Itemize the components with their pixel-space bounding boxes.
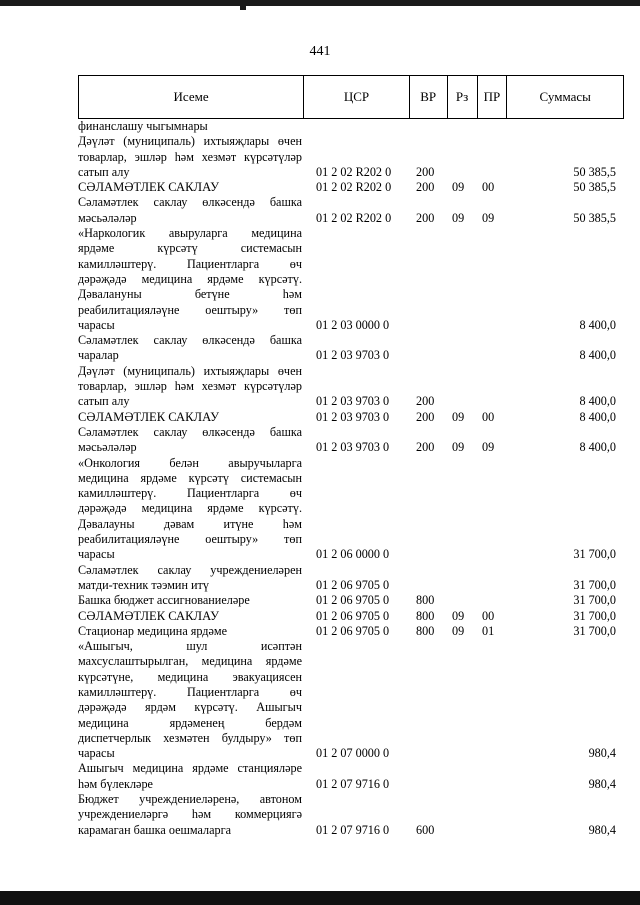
table-row	[78, 180, 624, 195]
table-row	[78, 593, 624, 608]
page-number: 441	[309, 44, 331, 59]
row-pr: 00	[482, 180, 495, 195]
row-name	[78, 134, 304, 180]
row-name-line: «Ашыгыч, шул исәптән	[78, 639, 302, 654]
table-row	[78, 134, 624, 180]
row-name	[78, 180, 304, 195]
header-pr: ПР	[478, 76, 508, 118]
row-name-line: күрсәтүне, медицина эвакуациясен	[78, 669, 302, 684]
row-name-line: товарлар, эшләр һәм хезмәт күрсәтүләр	[78, 149, 302, 164]
table-row	[78, 456, 624, 563]
table-row	[78, 119, 624, 134]
row-csr: 01 2 03 9703 0	[316, 348, 390, 363]
row-pr: 09	[482, 440, 495, 455]
row-pr: 00	[482, 608, 495, 623]
row-vr: 200	[416, 180, 435, 195]
row-name-line: реабилитацияләүне оештыру» төп	[78, 532, 302, 547]
row-csr: 01 2 02 R202 0	[316, 164, 392, 179]
row-sum: 50 385,5	[573, 164, 616, 179]
row-name-line: «Наркологик авыруларга медицина	[78, 226, 302, 241]
row-name-line: диспетчерлык хезмәтен булдыру» төп	[78, 730, 302, 745]
row-sum: 8 400,0	[579, 440, 616, 455]
row-csr: 01 2 02 R202 0	[316, 210, 392, 225]
row-sum: 8 400,0	[579, 348, 616, 363]
row-name-line: чарасы	[78, 547, 115, 562]
header-sum: Суммасы	[539, 89, 591, 104]
row-name-line: ярдәме күрсәтү системасын	[78, 241, 302, 256]
row-vr: 200	[416, 409, 435, 424]
row-name-line: мәсьәләләр	[78, 440, 137, 455]
row-csr: 01 2 02 R202 0	[316, 180, 392, 195]
row-name-line: камилләштерү. Пациентларга өч	[78, 684, 302, 699]
row-name	[78, 792, 304, 838]
row-csr: 01 2 07 9716 0	[316, 776, 390, 791]
scan-top-border	[0, 0, 640, 6]
row-name-line: мәсьәләләр	[78, 210, 137, 225]
row-name	[78, 333, 304, 364]
row-sum: 8 400,0	[579, 394, 616, 409]
row-name-line: Дәвалануны бетүне һәм	[78, 287, 302, 302]
row-vr: 200	[416, 210, 435, 225]
table-row	[78, 425, 624, 456]
header-vr: ВР	[410, 76, 448, 118]
row-name-line: СӘЛАМӘТЛЕК САКЛАУ	[78, 180, 219, 195]
row-rz: 09	[452, 440, 465, 455]
row-pr: 01	[482, 623, 495, 638]
row-sum: 8 400,0	[579, 317, 616, 332]
row-csr: 01 2 03 0000 0	[316, 317, 390, 332]
row-name-line: чарасы	[78, 746, 115, 761]
row-vr: 800	[416, 608, 435, 623]
row-name-line: чарасы	[78, 317, 115, 332]
row-name-line: Дәүләт (муниципаль) ихтыяҗлары өчен	[78, 363, 302, 378]
header-name: Исеме	[79, 76, 304, 118]
row-sum: 31 700,0	[573, 608, 616, 623]
row-name	[78, 639, 304, 761]
row-name	[78, 624, 304, 639]
row-rz: 09	[452, 608, 465, 623]
row-name-line: дәрәҗәдә медицина ярдәме күрсәтү.	[78, 501, 302, 516]
row-csr: 01 2 07 9716 0	[316, 822, 390, 837]
row-rz: 09	[452, 210, 465, 225]
row-name	[78, 456, 304, 563]
table-row	[78, 410, 624, 425]
row-csr: 01 2 07 0000 0	[316, 746, 390, 761]
row-csr: 01 2 06 9705 0	[316, 623, 390, 638]
row-rz: 09	[452, 180, 465, 195]
row-name-line: камилләштерү. Пациентларга өч	[78, 256, 302, 271]
table-row	[78, 624, 624, 639]
row-name-line: карамаган башка оешмаларга	[78, 822, 232, 837]
row-sum: 31 700,0	[573, 547, 616, 562]
row-vr: 200	[416, 164, 435, 179]
table-row	[78, 761, 624, 792]
row-name-line: товарлар, эшләр һәм хезмәт күрсәтүләр	[78, 379, 302, 394]
table-body	[78, 119, 624, 838]
row-name-line: Сәламәтлек саклау учреждениеләрен	[78, 562, 302, 577]
row-name-line: Башка бюджет ассигнованиеләре	[78, 593, 250, 608]
table-row	[78, 226, 624, 333]
row-sum: 31 700,0	[573, 623, 616, 638]
row-name	[78, 563, 304, 594]
row-csr: 01 2 06 9705 0	[316, 577, 390, 592]
row-name-line: медицина ярдәменең бердәм	[78, 715, 302, 730]
row-name-line: медицина ярдәме күрсәтү системасын	[78, 470, 302, 485]
row-sum: 50 385,5	[573, 180, 616, 195]
row-name	[78, 364, 304, 410]
row-name-line: Стационар медицина ярдәме	[78, 623, 228, 638]
table-header	[78, 75, 624, 119]
row-name-line: дәрәҗәдә ярдәм күрсәтү. Ашыгыч	[78, 700, 302, 715]
table-row	[78, 639, 624, 761]
row-name-line: һәм бүлекләре	[78, 776, 153, 791]
row-pr: 00	[482, 409, 495, 424]
row-name-line: финанслашу чыгымнары	[78, 119, 208, 133]
row-name-line: Дәүләт (муниципаль) ихтыяҗлары өчен	[78, 134, 302, 149]
row-vr: 800	[416, 623, 435, 638]
row-csr: 01 2 03 9703 0	[316, 394, 390, 409]
scan-bottom-border	[0, 891, 640, 905]
table-row	[78, 333, 624, 364]
row-name	[78, 593, 304, 608]
row-sum: 980,4	[588, 776, 616, 791]
row-name	[78, 425, 304, 456]
row-name-line: сатып алу	[78, 394, 130, 409]
row-vr: 200	[416, 440, 435, 455]
row-name-line: чаралар	[78, 348, 119, 363]
header-rz: Рз	[448, 76, 478, 118]
table-row	[78, 563, 624, 594]
row-name-line: реабилитацияләүне оештыру» төп	[78, 302, 302, 317]
row-name-line: Бюджет учреждениеләренә, автоном	[78, 792, 302, 807]
row-name-line: Сәламәтлек саклау өлкәсендә башка	[78, 333, 302, 348]
row-name-line: СӘЛАМӘТЛЕК САКЛАУ	[78, 409, 219, 424]
row-csr: 01 2 03 9703 0	[316, 440, 390, 455]
row-name	[78, 410, 304, 425]
table-row	[78, 792, 624, 838]
row-sum: 50 385,5	[573, 210, 616, 225]
row-rz: 09	[452, 623, 465, 638]
row-name-line: Сәламәтлек саклау өлкәсендә башка	[78, 195, 302, 210]
row-name-line: сатып алу	[78, 164, 130, 179]
row-vr: 200	[416, 394, 435, 409]
table-row	[78, 195, 624, 226]
row-name-line: Сәламәтлек саклау өлкәсендә башка	[78, 424, 302, 439]
table-row	[78, 609, 624, 624]
row-name	[78, 226, 304, 333]
row-name-line: учреждениеләргә һәм коммерциягә	[78, 807, 302, 822]
row-name	[78, 761, 304, 792]
header-csr: ЦСР	[304, 76, 410, 118]
row-name	[78, 119, 304, 134]
row-name-line: махсуслаштырылган, медицина ярдәме	[78, 654, 302, 669]
table-row	[78, 364, 624, 410]
row-name-line: камилләштерү. Пациентларга өч	[78, 486, 302, 501]
row-csr: 01 2 06 0000 0	[316, 547, 390, 562]
row-rz: 09	[452, 409, 465, 424]
row-vr: 600	[416, 822, 435, 837]
row-name-line: дәрәҗәдә медицина ярдәме күрсәтү.	[78, 271, 302, 286]
row-sum: 980,4	[588, 746, 616, 761]
row-csr: 01 2 06 9705 0	[316, 608, 390, 623]
row-name	[78, 195, 304, 226]
row-sum: 31 700,0	[573, 577, 616, 592]
row-vr: 800	[416, 593, 435, 608]
row-sum: 980,4	[588, 822, 616, 837]
row-name-line: Ашыгыч медицина ярдәме станцияләре	[78, 761, 302, 776]
scan-top-mark	[240, 6, 246, 10]
row-name-line: СӘЛАМӘТЛЕК САКЛАУ	[78, 608, 219, 623]
row-name	[78, 609, 304, 624]
row-sum: 31 700,0	[573, 593, 616, 608]
row-csr: 01 2 03 9703 0	[316, 409, 390, 424]
row-pr: 09	[482, 210, 495, 225]
row-sum: 8 400,0	[579, 409, 616, 424]
row-name-line: Дәвалауны дәвам итүне һәм	[78, 516, 302, 531]
row-name-line: «Онкология белән авыручыларга	[78, 455, 302, 470]
row-csr: 01 2 06 9705 0	[316, 593, 390, 608]
row-name-line: матди-техник тәэмин итү	[78, 577, 209, 592]
